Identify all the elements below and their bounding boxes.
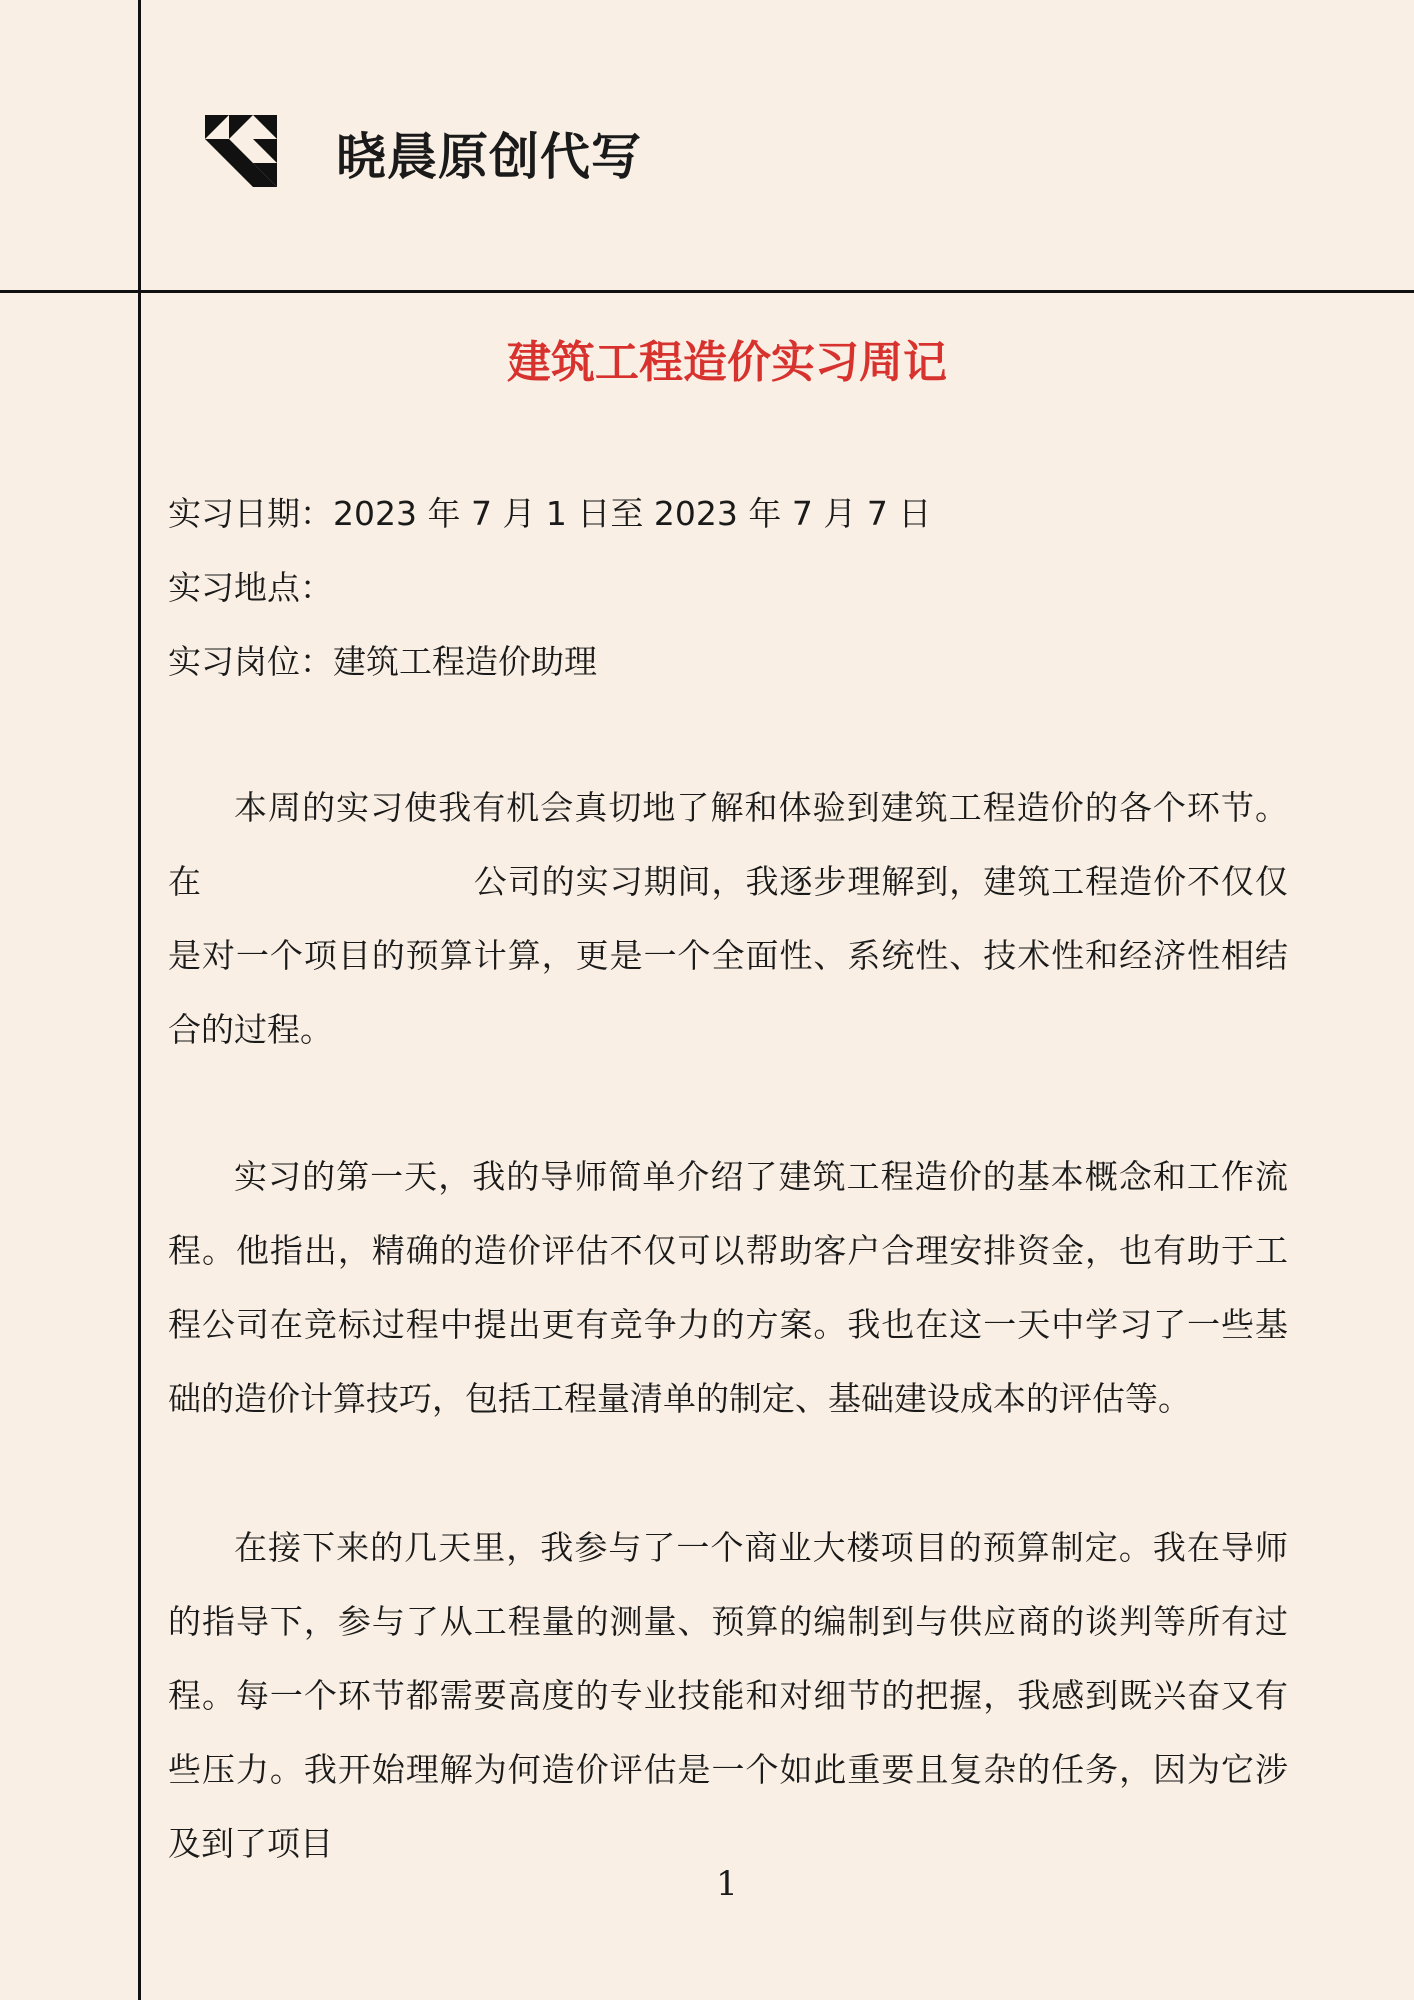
brand-name: 晓晨原创代写	[336, 128, 642, 186]
brand-logo-icon	[205, 115, 277, 187]
paragraph-first-day: 实习的第一天，我的导师简单介绍了建筑工程造价的基本概念和工作流程。他指出，精确的造价评估不仅可以帮助客户合理安排资金，也有助于工程公司在竞标过程中提出更有竞争力的方案。我也在这一天中学习了一些基础的造价计算技巧，包括工程量清单的制定、基础建设成本的评估等。	[168, 1157, 1288, 1418]
header-divider	[0, 290, 1414, 293]
vertical-margin-rule	[138, 0, 141, 2000]
internship-meta	[168, 477, 1286, 699]
meta-date: 实习日期：2023 年 7 月 1 日至 2023 年 7 月 7 日	[168, 494, 932, 533]
meta-location: 实习地点：	[168, 568, 333, 607]
page-number: 1	[716, 1864, 738, 1904]
paragraph-project-budget: 在接下来的几天里，我参与了一个商业大楼项目的预算制定。我在导师的指导下，参与了从工程量的测量、预算的编制到与供应商的谈判等所有过程。每一个环节都需要高度的专业技能和对细节的把握，我感到既兴奋又有些压力。我开始理解为何造价评估是一个如此重要且复杂的任务，因为它涉及到了项目	[168, 1528, 1288, 1863]
paragraph-intro: 本周的实习使我有机会真切地了解和体验到建筑工程造价的各个环节。在 公司的实习期间，我逐步理解到，建筑工程造价不仅仅是对一个项目的预算计算，更是一个全面性、系统性、技术性和经济性相结合的过程。	[168, 788, 1288, 1049]
meta-position: 实习岗位：建筑工程造价助理	[168, 642, 597, 681]
document-title: 建筑工程造价实习周记	[507, 337, 947, 388]
